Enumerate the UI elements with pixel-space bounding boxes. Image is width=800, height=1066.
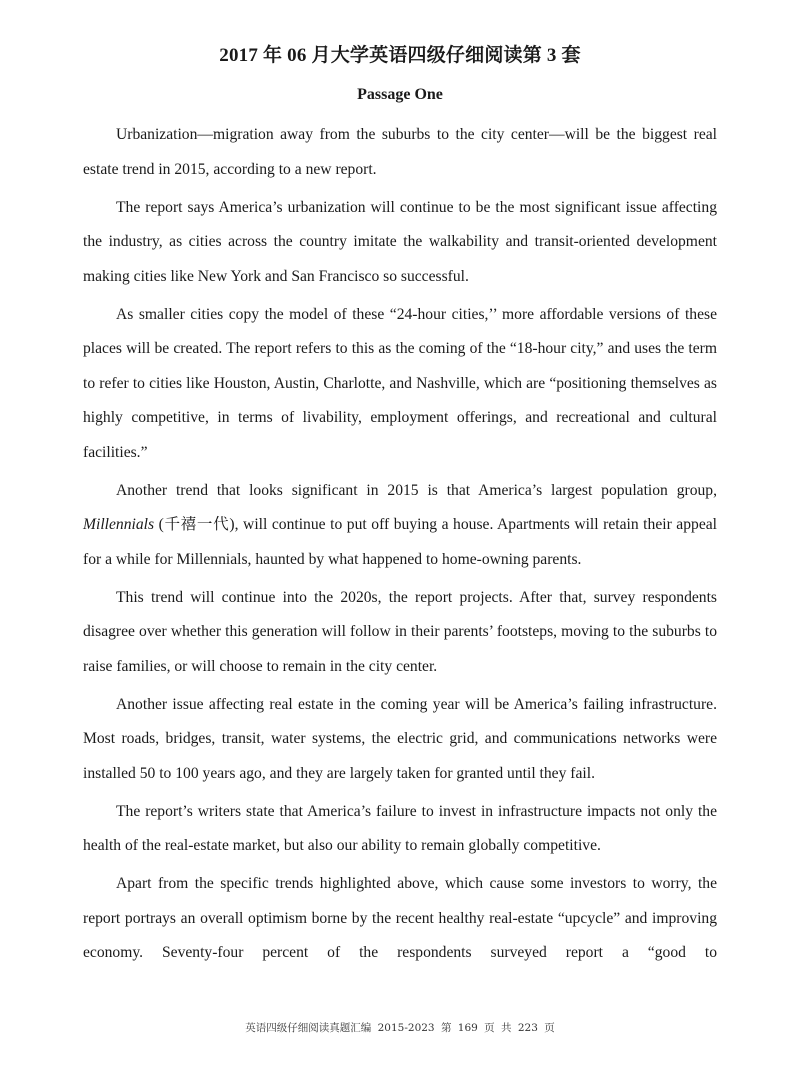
- paragraph-3: As smaller cities copy the model of these “24-hour cities,’’ more affordable versions of these places will be created. The report refers to this as the coming of the “18-hour city,” and uses the term to refer to cities like Houston, Austin, Charlotte, and Nashville, which are “positioning themselves as highly competitive, in terms of livability, employment offerings, and recreational and cultural facilities.”: [83, 305, 717, 461]
- paragraph-1: Urbanization—migration away from the suburbs to the city center—will be the biggest real estate trend in 2015, according to a new report.: [83, 126, 717, 178]
- millennials-term: Millennials: [83, 516, 155, 533]
- page-footer: 英语四级仔细阅读真题汇编 2015-2023 第 169 页 共 223 页: [245, 1022, 555, 1034]
- passage-body: [83, 118, 717, 974]
- paragraph-4: [83, 474, 717, 578]
- paragraph-4-post: (千禧一代), will continue to put off buying a house. Apartments will retain their appeal for a while for Millennials, haunted by what happened to home-owning parents.: [83, 516, 717, 568]
- paragraph-6: Another issue affecting real estate in the coming year will be America’s failing infrastructure. Most roads, bridges, transit, water systems, the electric grid, and communications networks were installed 50 to 100 years ago, and they are largely taken for granted until they fail.: [83, 695, 717, 782]
- paragraph-8: Apart from the specific trends highlighted above, which cause some investors to worry, the report portrays an overall optimism borne by the recent healthy real-estate “upcycle” and improving economy. Seventy-four percent of the respondents surveyed report a “good to: [83, 875, 717, 961]
- paragraph-5: This trend will continue into the 2020s, the report projects. After that, survey respondents disagree over whether this generation will follow in their parents’ footsteps, moving to the suburbs to raise families, or will choose to remain in the city center.: [83, 588, 717, 675]
- paragraph-7: The report’s writers state that America’s failure to invest in infrastructure impacts not only the health of the real-estate market, but also our ability to remain globally competitive.: [83, 802, 717, 854]
- passage-title: Passage One: [357, 86, 443, 103]
- page-title: 2017 年 06 月大学英语四级仔细阅读第 3 套: [219, 45, 581, 66]
- paragraph-2: The report says America’s urbanization will continue to be the most significant issue affecting the industry, as cities across the country imitate the walkability and transit-oriented development making cities like New York and San Francisco so successful.: [83, 198, 717, 285]
- paragraph-4-pre: Another trend that looks significant in 2015 is that America’s largest population group,: [116, 481, 717, 499]
